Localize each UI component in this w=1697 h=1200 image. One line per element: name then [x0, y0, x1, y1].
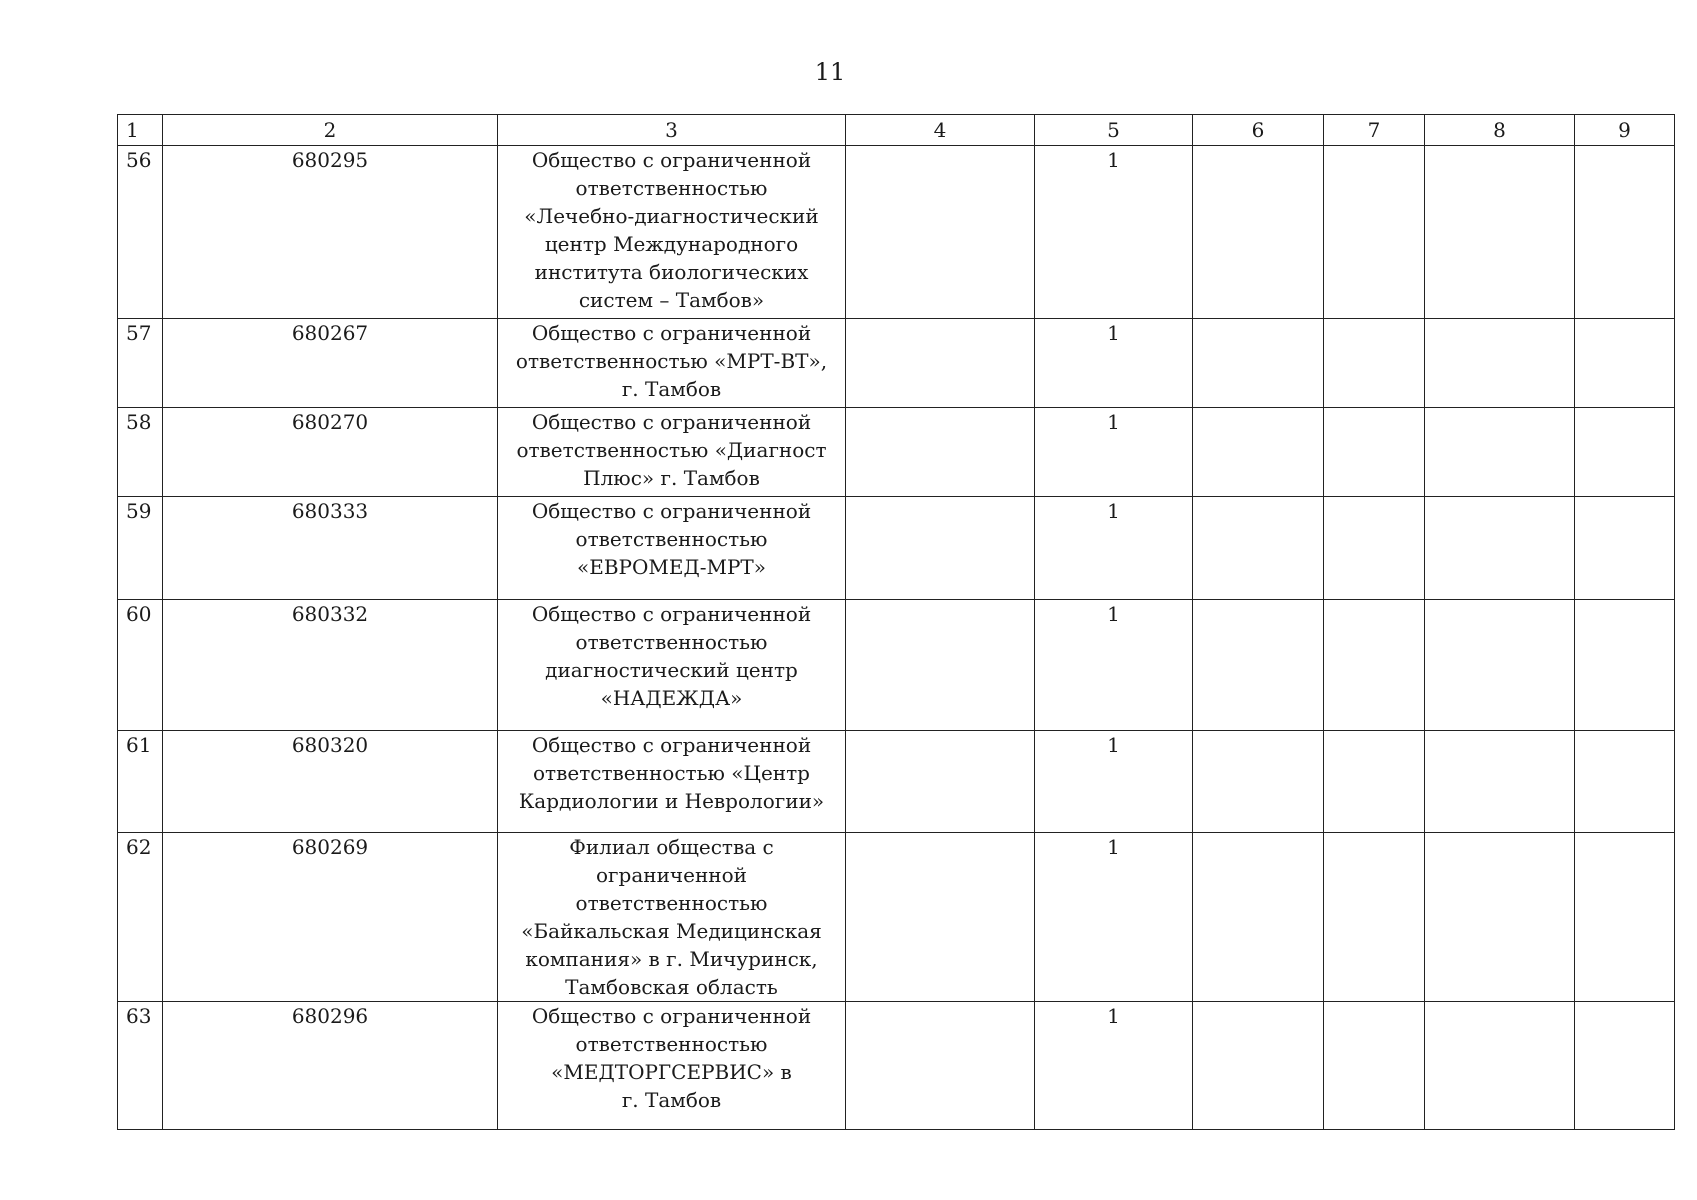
- cell-col8: [1425, 1002, 1575, 1130]
- cell-col5: 1: [1035, 833, 1193, 1002]
- cell-col4: [846, 408, 1035, 497]
- organization-code: 680270: [163, 408, 498, 497]
- cell-col6: [1193, 833, 1324, 1002]
- cell-col6: [1193, 146, 1324, 319]
- organization-code: 680295: [163, 146, 498, 319]
- cell-col5: 1: [1035, 1002, 1193, 1130]
- cell-col7: [1324, 1002, 1425, 1130]
- row-number: 60: [118, 600, 163, 731]
- cell-col7: [1324, 497, 1425, 600]
- cell-col9: [1575, 1002, 1675, 1130]
- organization-name: Общество с ограниченной ответственностью диагностический центр «НАДЕЖДА»: [498, 600, 846, 731]
- cell-col6: [1193, 408, 1324, 497]
- cell-col7: [1324, 146, 1425, 319]
- column-header: 6: [1193, 115, 1324, 146]
- row-number: 62: [118, 833, 163, 1002]
- cell-col5: 1: [1035, 319, 1193, 408]
- cell-col4: [846, 146, 1035, 319]
- table-row: [118, 408, 1675, 497]
- organization-name: Общество с ограниченной ответственностью «Лечебно-диагностический центр Международного института биологических систем – Тамбов»: [498, 146, 846, 319]
- cell-col8: [1425, 146, 1575, 319]
- row-number: 58: [118, 408, 163, 497]
- cell-col4: [846, 833, 1035, 1002]
- row-number: 63: [118, 1002, 163, 1130]
- organization-name: Общество с ограниченной ответственностью «МЕДТОРГСЕРВИС» в г. Тамбов: [498, 1002, 846, 1130]
- organization-name: Филиал общества с ограниченной ответственностью «Байкальская Медицинская компания» в г. Мичуринск, Тамбовская область: [498, 833, 846, 1002]
- cell-col6: [1193, 1002, 1324, 1130]
- cell-col6: [1193, 731, 1324, 833]
- cell-col7: [1324, 600, 1425, 731]
- row-number: 56: [118, 146, 163, 319]
- cell-col5: 1: [1035, 600, 1193, 731]
- cell-col4: [846, 497, 1035, 600]
- cell-col6: [1193, 497, 1324, 600]
- cell-col9: [1575, 319, 1675, 408]
- table-row: [118, 731, 1675, 833]
- cell-col8: [1425, 319, 1575, 408]
- table-row: [118, 146, 1675, 319]
- organization-code: 680332: [163, 600, 498, 731]
- column-header: 3: [498, 115, 846, 146]
- cell-col9: [1575, 146, 1675, 319]
- cell-col8: [1425, 497, 1575, 600]
- column-number-header-row: [118, 115, 1675, 146]
- page-number: 11: [814, 58, 846, 86]
- cell-col8: [1425, 833, 1575, 1002]
- organization-code: 680333: [163, 497, 498, 600]
- cell-col9: [1575, 408, 1675, 497]
- cell-col9: [1575, 731, 1675, 833]
- column-header: 9: [1575, 115, 1675, 146]
- organization-code: 680296: [163, 1002, 498, 1130]
- cell-col9: [1575, 497, 1675, 600]
- table-row: [118, 833, 1675, 1002]
- organization-code: 680320: [163, 731, 498, 833]
- cell-col6: [1193, 600, 1324, 731]
- cell-col4: [846, 1002, 1035, 1130]
- column-header: 8: [1425, 115, 1575, 146]
- organization-name: Общество с ограниченной ответственностью «Диагност Плюс» г. Тамбов: [498, 408, 846, 497]
- cell-col4: [846, 731, 1035, 833]
- row-number: 57: [118, 319, 163, 408]
- cell-col8: [1425, 600, 1575, 731]
- cell-col6: [1193, 319, 1324, 408]
- column-header: 2: [163, 115, 498, 146]
- cell-col7: [1324, 408, 1425, 497]
- registry-table: [117, 114, 1675, 1130]
- cell-col4: [846, 319, 1035, 408]
- organization-code: 680267: [163, 319, 498, 408]
- cell-col8: [1425, 408, 1575, 497]
- row-number: 59: [118, 497, 163, 600]
- organization-code: 680269: [163, 833, 498, 1002]
- cell-col7: [1324, 731, 1425, 833]
- table-row: [118, 497, 1675, 600]
- cell-col8: [1425, 731, 1575, 833]
- column-header: 1: [118, 115, 163, 146]
- cell-col4: [846, 600, 1035, 731]
- row-number: 61: [118, 731, 163, 833]
- table-row: [118, 1002, 1675, 1130]
- cell-col9: [1575, 833, 1675, 1002]
- cell-col5: 1: [1035, 497, 1193, 600]
- cell-col5: 1: [1035, 408, 1193, 497]
- cell-col7: [1324, 833, 1425, 1002]
- table-row: [118, 319, 1675, 408]
- column-header: 5: [1035, 115, 1193, 146]
- organization-name: Общество с ограниченной ответственностью «МРТ-ВТ», г. Тамбов: [498, 319, 846, 408]
- column-header: 7: [1324, 115, 1425, 146]
- cell-col5: 1: [1035, 731, 1193, 833]
- cell-col5: 1: [1035, 146, 1193, 319]
- organization-name: Общество с ограниченной ответственностью «Центр Кардиологии и Неврологии»: [498, 731, 846, 833]
- table-row: [118, 600, 1675, 731]
- cell-col7: [1324, 319, 1425, 408]
- organization-name: Общество с ограниченной ответственностью «ЕВРОМЕД-МРТ»: [498, 497, 846, 600]
- column-header: 4: [846, 115, 1035, 146]
- cell-col9: [1575, 600, 1675, 731]
